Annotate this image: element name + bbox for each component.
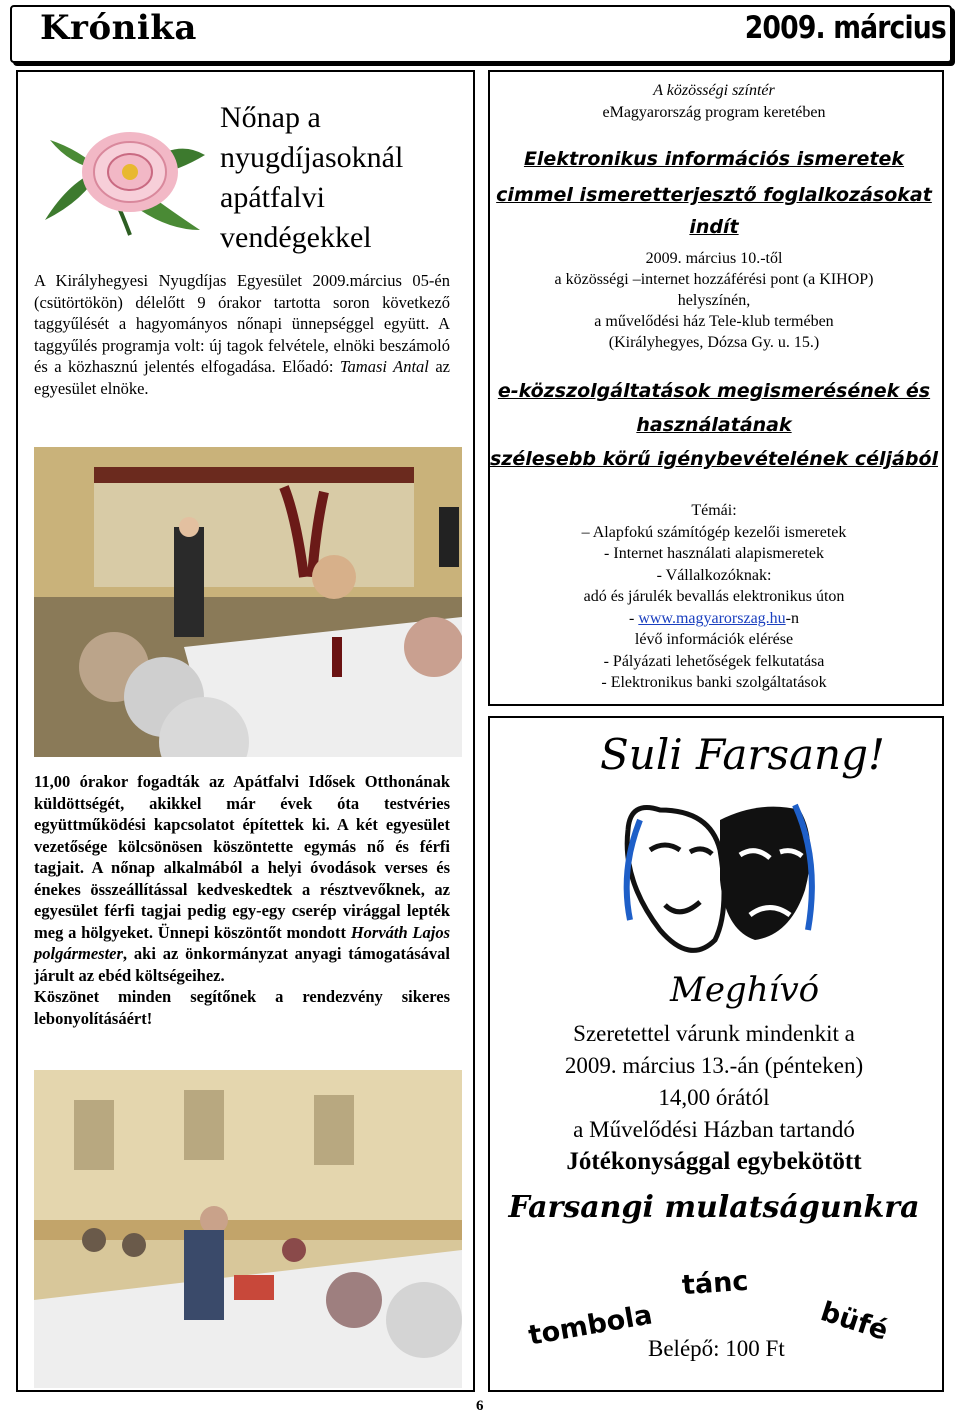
invite-line-3: 14,00 órától [658,1085,770,1110]
magyarorszag-link[interactable]: www.magyarorszag.hu [638,609,786,627]
header-title: Krónika [40,8,197,48]
invite-line-5: Jótékonysággal egybekötött [566,1148,862,1175]
header-date: 2009. március [744,10,946,46]
intro-end: az egyesület elnöke. [34,357,451,398]
notice-location-4: (Királyhegyes, Dózsa Gy. u. 15.) [608,334,820,351]
event-photo-hall [34,1070,462,1388]
notice-details [484,248,944,353]
topics-title: Témái: [691,502,737,519]
topic-item: – Alapfokú számítógép kezelői ismeretek [581,523,847,541]
page-number: 6 [476,1398,484,1414]
topic-suffix: -n [785,609,799,627]
word-buffet: büfé [816,1296,892,1347]
event-photo-speech [34,447,462,757]
thanks-text: Köszönet minden segítőnek a rendezvény sikeres lebonyolításáért! [34,987,450,1028]
entry-price: Belépő: 100 Ft [648,1336,785,1361]
notice-heading-3: indít [689,216,739,238]
notice-line-1: A közösségi színtér [653,82,775,99]
topic-item: lévő információk elérése [634,631,794,648]
notice-location-2: helyszínén, [677,292,751,309]
topic-item: - Elektronikus banki szolgáltatások [601,674,827,691]
topic-item: - Internet használati alapismeretek [604,545,824,562]
invite-details [484,1018,944,1178]
topic-prefix: - [628,609,639,627]
intro-text: A Királyhegyesi Nyugdíjas Egyesület 2009.március 05-én (csütörtökön) délelőtt 9 órakor tartotta soron következő taggyűlését a hagyományos nőnapi ünnepséggel együtt. A taggyűlés programja volt: új tagok felvétele, elnöki beszámoló és a közhasznú jelentés elfogadása. Előadó: [34,271,450,376]
invite-line-4: a Művelődési Házban tartandó [573,1117,855,1142]
topic-item: - Pályázati lehetőségek felkutatása [603,652,825,670]
article-intro [34,270,450,399]
notice-location-3: a művelődési ház Tele-klub termében [594,313,834,330]
notice-heading-5: használatának [636,414,792,436]
body-text: 11,00 órakor fogadták az Apátfalvi Idősek Otthonának küldöttségét, akikkel már évek óta testvéries együttműködési kapcsolatot építettek ki. A két egyesület vezetősége kölcsönösen köszöntette egymás nő és férfi tagjait. A nőnap alkalmából a helyi óvodások verses és énekes összeállítással kedveskedtek a résztvevőknek, az egyesület férfi tagjai pedig egy-egy cserép virággal lepték meg a hölgyeket. Ünnepi köszöntőt mondott [34,772,450,942]
speaker-name: Tamasi Antal [339,357,429,376]
notice-heading-2: cimmel ismeretterjesztő foglalkozásokat [496,184,932,206]
body-text-2: , aki az önkormányzat anyagi támogatásával járult az ebéd költségeihez. [34,944,450,985]
invite-line-1: Szeretettel várunk mindenkit a [573,1021,855,1046]
article-title: Nőnap a nyugdíjasoknál apátfalvi vendégekkel [220,101,404,254]
invite-line-2: 2009. március 13.-án (pénteken) [564,1053,864,1078]
notice-date: 2009. március 10.-től [645,250,783,267]
topic-item: - Vállalkozóknak: [656,566,772,584]
notice-heading-4: e-közszolgáltatások megismerésének és [497,380,931,402]
topic-item-link [484,608,944,630]
topic-item: adó és járulék bevallás elektronikus úton [583,588,845,605]
mayor-name: Horváth Lajos polgármester [34,922,450,963]
word-dance: tánc [680,1265,750,1302]
rose-flower-icon [30,100,220,250]
notice-line-2: eMagyarország program keretében [602,104,826,121]
theater-mask-icon [620,790,820,970]
topics-list [484,500,944,694]
word-tombola: tombola [526,1299,655,1352]
invite-heading: Meghívó [670,970,820,1010]
notice-heading-6: szélesebb körű igénybevételének céljából [489,448,939,470]
party-title: Farsangi mulatságunkra [508,1190,920,1225]
carnival-title: Suli Farsang! [600,730,885,779]
article-body [34,771,450,1029]
notice-heading-1: Elektronikus információs ismeretek [523,148,905,170]
notice-location-1: a közösségi –internet hozzáférési pont (a KIHOP) [554,271,874,288]
